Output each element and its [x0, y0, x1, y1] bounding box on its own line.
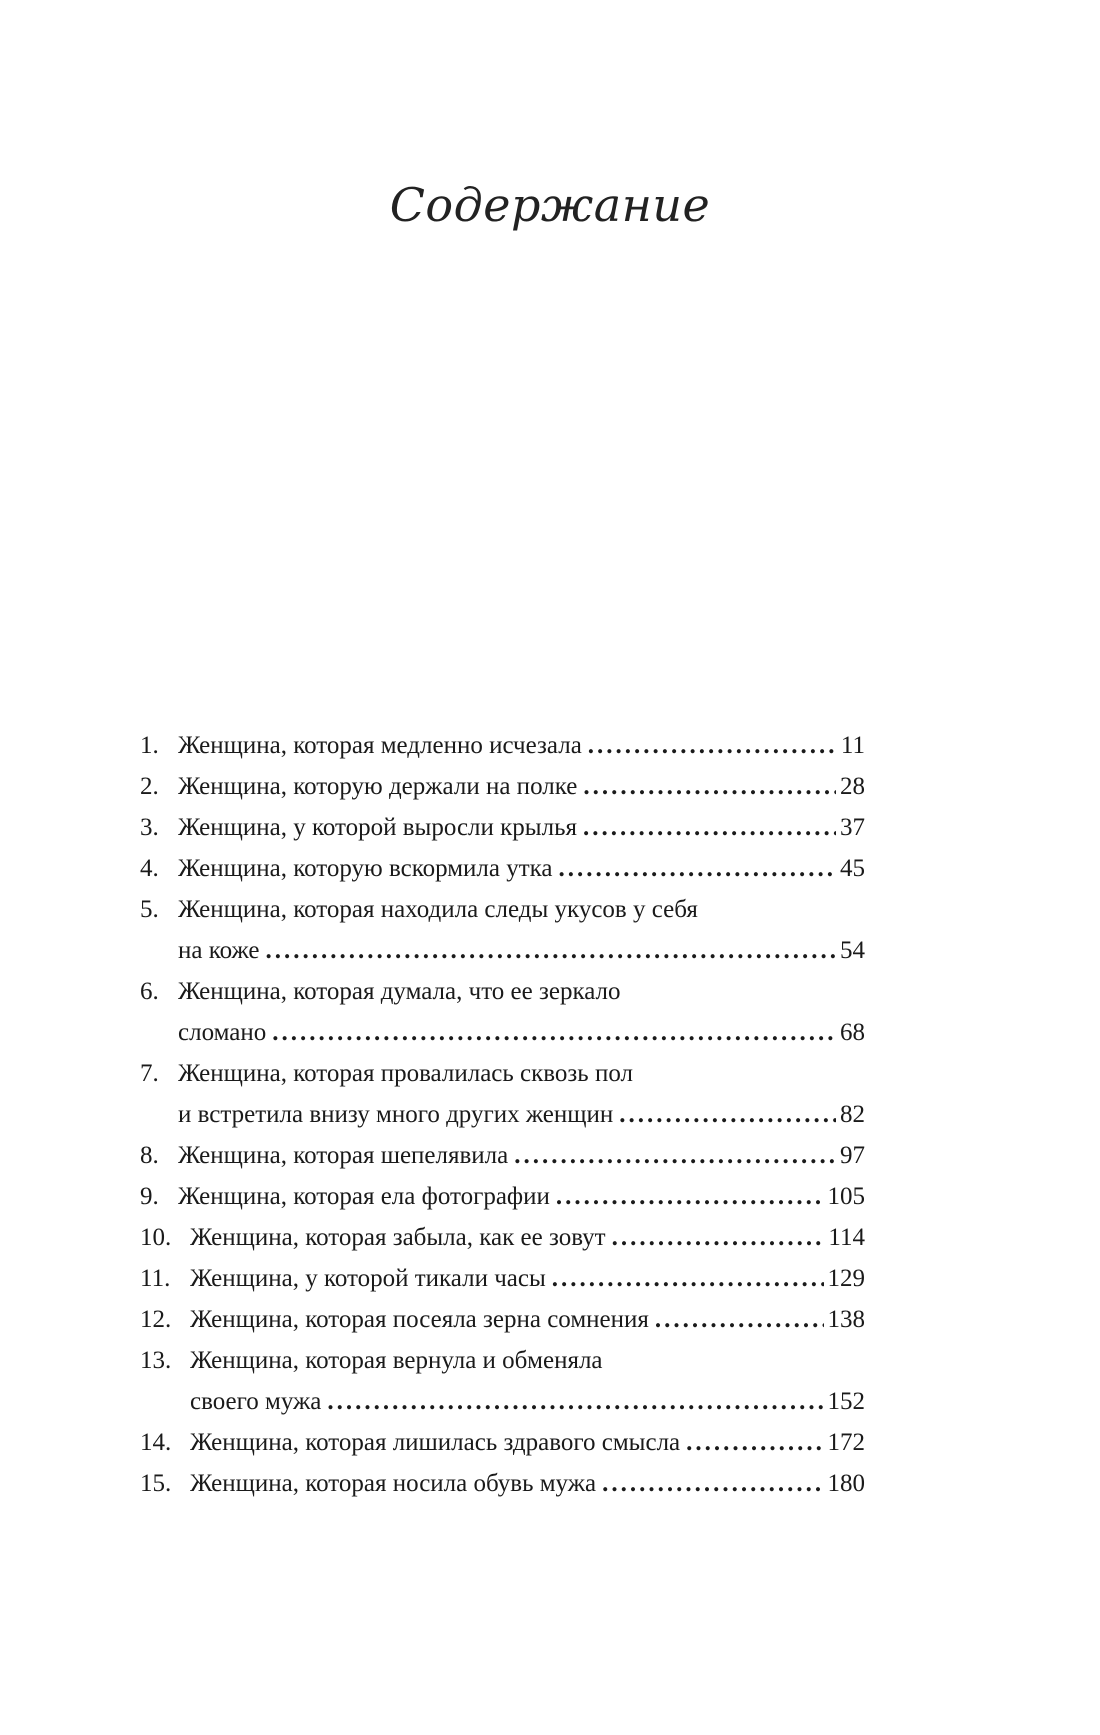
dot-leader [588, 725, 837, 766]
toc-entry-line [140, 1053, 865, 1094]
toc-entry-page-number: 97 [840, 1142, 865, 1169]
toc-entry-line [140, 766, 865, 807]
toc-entry-number: 2. [140, 773, 159, 800]
dot-leader [583, 766, 836, 807]
toc-entry [140, 1299, 865, 1340]
toc-entry-page-number: 37 [840, 814, 865, 841]
toc-entry [140, 807, 865, 848]
toc-entry-line [140, 1217, 865, 1258]
toc-entry-line [140, 1299, 865, 1340]
toc-entry-number: 6. [140, 978, 159, 1005]
toc-entry-title: Женщина, которая находила следы укусов у себя [178, 896, 698, 923]
toc-entry-title: Женщина, которая думала, что ее зеркало [178, 978, 621, 1005]
dot-leader [612, 1217, 825, 1258]
toc-entry-line [140, 848, 865, 889]
toc-entry-title: своего мужа [190, 1388, 322, 1415]
toc-entry-continuation [140, 1381, 865, 1422]
toc-entry-line [140, 807, 865, 848]
toc-entry-title: Женщина, которая провалилась сквозь пол [178, 1060, 633, 1087]
toc-entry [140, 889, 865, 971]
toc-entry-title: Женщина, которая медленно исчезала [178, 732, 582, 759]
toc-entry-line [140, 1258, 865, 1299]
toc-entry-line [140, 971, 865, 1012]
toc-entry-line [140, 1340, 865, 1381]
toc-entry-number: 7. [140, 1060, 159, 1087]
toc-entry-title: Женщина, которую держали на полке [178, 773, 578, 800]
toc-entry-title: Женщина, которая вернула и обменяла [190, 1347, 603, 1374]
toc-entry-page-number: 45 [840, 855, 865, 882]
toc-entry-line [140, 1176, 865, 1217]
toc-entry-page-number: 11 [840, 732, 865, 759]
toc-entry-title: Женщина, которая посеяла зерна сомнения [190, 1306, 649, 1333]
dot-leader [559, 848, 836, 889]
toc-entry-number: 12. [140, 1306, 172, 1333]
toc-entry-number: 13. [140, 1347, 172, 1374]
toc-entry [140, 1053, 865, 1135]
toc-entry [140, 766, 865, 807]
toc-entry-title: Женщина, которая лишилась здравого смысла [190, 1429, 681, 1456]
table-of-contents [140, 725, 865, 1504]
toc-entry-page-number: 114 [828, 1224, 865, 1251]
dot-leader [552, 1258, 824, 1299]
toc-entry-number: 10. [140, 1224, 172, 1251]
toc-entry-number: 11. [140, 1265, 171, 1292]
dot-leader [686, 1422, 823, 1463]
toc-entry-page-number: 180 [827, 1470, 865, 1497]
toc-entry-title: на коже [178, 937, 260, 964]
toc-entry-line [140, 1135, 865, 1176]
toc-entry [140, 1217, 865, 1258]
toc-entry-title: Женщина, которая ела фотографии [178, 1183, 550, 1210]
dot-leader [514, 1135, 836, 1176]
toc-entry-line [140, 725, 865, 766]
toc-entry [140, 1135, 865, 1176]
toc-entry-page-number: 138 [827, 1306, 865, 1333]
toc-entry-page-number: 172 [827, 1429, 865, 1456]
dot-leader [327, 1381, 823, 1422]
toc-entry-title: Женщина, которая забыла, как ее зовут [190, 1224, 606, 1251]
dot-leader [272, 1012, 836, 1053]
toc-entry-title: и встретила внизу много других женщин [178, 1101, 614, 1128]
toc-entry [140, 1422, 865, 1463]
toc-entry-page-number: 54 [840, 937, 865, 964]
toc-entry-page-number: 28 [840, 773, 865, 800]
dot-leader [583, 807, 836, 848]
toc-entry-continuation [140, 1012, 865, 1053]
toc-entry [140, 1463, 865, 1504]
toc-entry-page-number: 129 [827, 1265, 865, 1292]
toc-entry-page-number: 105 [827, 1183, 865, 1210]
toc-entry-continuation [140, 930, 865, 971]
dot-leader [602, 1463, 823, 1504]
dot-leader [556, 1176, 824, 1217]
page-title: Содержание [389, 178, 711, 232]
toc-entry-number: 9. [140, 1183, 159, 1210]
toc-entry-number: 4. [140, 855, 159, 882]
toc-entry-number: 1. [140, 732, 159, 759]
toc-entry-title: Женщина, у которой выросли крылья [178, 814, 577, 841]
toc-entry-page-number: 68 [840, 1019, 865, 1046]
toc-entry-line [140, 1422, 865, 1463]
toc-entry [140, 725, 865, 766]
toc-entry-number: 14. [140, 1429, 172, 1456]
toc-entry-page-number: 82 [840, 1101, 865, 1128]
toc-entry [140, 971, 865, 1053]
toc-entry-continuation [140, 1094, 865, 1135]
toc-entry-number: 15. [140, 1470, 172, 1497]
toc-entry-number: 5. [140, 896, 159, 923]
dot-leader [266, 930, 836, 971]
toc-entry-title: Женщина, которую вскормила утка [178, 855, 553, 882]
toc-entry-title: Женщина, у которой тикали часы [190, 1265, 546, 1292]
toc-entry-line [140, 889, 865, 930]
toc-entry-title: сломано [178, 1019, 267, 1046]
dot-leader [655, 1299, 824, 1340]
toc-entry [140, 1340, 865, 1422]
toc-entry-title: Женщина, которая носила обувь мужа [190, 1470, 597, 1497]
toc-entry [140, 848, 865, 889]
toc-entry [140, 1258, 865, 1299]
toc-entry [140, 1176, 865, 1217]
toc-entry-line [140, 1463, 865, 1504]
dot-leader [619, 1094, 836, 1135]
toc-entry-number: 8. [140, 1142, 159, 1169]
toc-entry-title: Женщина, которая шепелявила [178, 1142, 509, 1169]
toc-entry-page-number: 152 [827, 1388, 865, 1415]
toc-entry-number: 3. [140, 814, 159, 841]
